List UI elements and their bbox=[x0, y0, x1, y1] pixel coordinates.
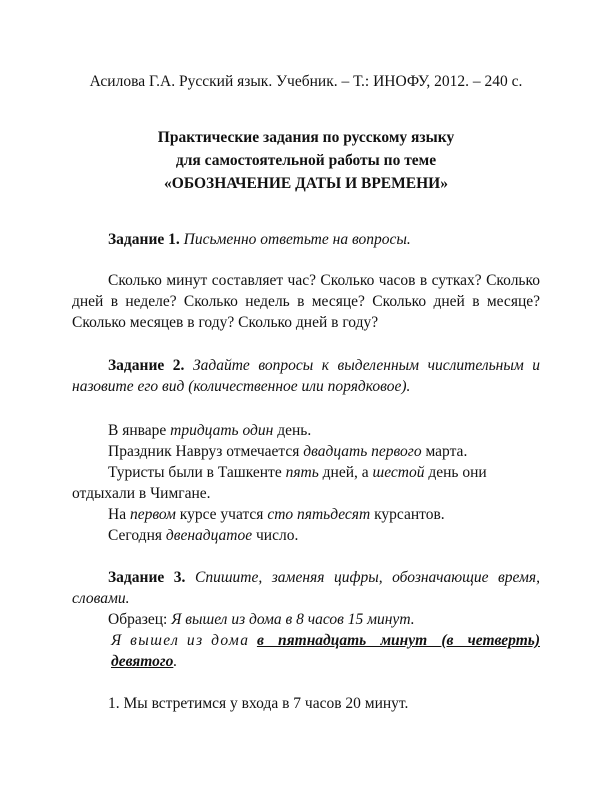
sentence-3-text-c: дней, а bbox=[318, 464, 373, 481]
sentence-2 bbox=[72, 441, 540, 462]
sentence-3-text-a: Туристы были в Ташкенте bbox=[108, 464, 286, 481]
title-line-2: для самостоятельной работы по теме bbox=[175, 152, 437, 169]
sentence-4 bbox=[72, 504, 540, 525]
sentence-3 bbox=[72, 462, 540, 483]
sample-label: Образец: bbox=[108, 611, 168, 628]
sample-answer-bold: в пятнадцать минут (в четверть) девятого bbox=[111, 632, 540, 670]
sentence-2-text-c: марта. bbox=[421, 443, 468, 460]
sentence-1-text-a: В январе bbox=[108, 422, 171, 439]
sentence-2-text-a: Праздник Навруз отмечается bbox=[108, 443, 304, 460]
citation: Асилова Г.А. Русский язык. Учебник. – Т.: ИНОФУ, 2012. – 240 с. bbox=[89, 73, 523, 90]
task-2-instruction: Задайте вопросы к выделенным числительным и назовите его вид (количественное или порядковое). bbox=[72, 357, 540, 395]
task-3-instruction: Спишите, заменяя цифры, обозначающие время, словами. bbox=[72, 569, 540, 607]
highlighted-numeral: тридцать один bbox=[170, 422, 274, 439]
task-3-sample-answer bbox=[72, 630, 540, 672]
task-2-header bbox=[72, 355, 540, 397]
highlighted-numeral: шестой bbox=[372, 464, 425, 481]
sample-text: Я вышел из дома в 8 часов 15 минут. bbox=[171, 611, 415, 628]
highlighted-numeral: двенадцатое bbox=[165, 527, 253, 544]
sentence-3-text-e: день они bbox=[424, 464, 487, 481]
sentence-5-text-c: число. bbox=[252, 527, 299, 544]
highlighted-numeral: пять bbox=[285, 464, 319, 481]
highlighted-numeral: первом bbox=[129, 506, 176, 523]
highlighted-numeral: сто пятьдесят bbox=[267, 506, 371, 523]
sentence-4-text-c: курсе учатся bbox=[175, 506, 268, 523]
task-3-label: Задание 3. bbox=[108, 569, 186, 586]
title-line-1: Практические задания по русскому языку bbox=[157, 129, 455, 146]
sentence-4-text-a: На bbox=[108, 506, 130, 523]
sentence-3-continued: отдыхали в Чимгане. bbox=[72, 485, 211, 502]
task-2-sentences bbox=[72, 420, 540, 546]
title-block bbox=[72, 126, 540, 195]
highlighted-numeral: двадцать первого bbox=[303, 443, 422, 460]
title-line-3: «ОБОЗНАЧЕНИЕ ДАТЫ И ВРЕМЕНИ» bbox=[164, 175, 448, 192]
task-1-label: Задание 1. bbox=[108, 231, 180, 248]
task-1-questions: Сколько минут составляет час? Сколько часов в сутках? Сколько дней в неделе? Сколько недель в месяце? Сколько дней в месяце? Сколько месяцев в году? Сколько дней в году? bbox=[72, 272, 540, 331]
sentence-4-text-e: курсантов. bbox=[370, 506, 445, 523]
sample-answer-end: . bbox=[173, 653, 178, 670]
task-3-header bbox=[72, 567, 540, 609]
sample-answer-plain: Я вышел из дома bbox=[111, 632, 257, 649]
task-1-instruction: Письменно ответьте на вопросы. bbox=[183, 231, 411, 248]
sentence-1 bbox=[72, 420, 540, 441]
sentence-5 bbox=[72, 525, 540, 546]
task-3-sample bbox=[72, 609, 540, 630]
sentence-5-text-a: Сегодня bbox=[108, 527, 166, 544]
task-1-header bbox=[72, 229, 540, 250]
exercise-1: 1. Мы встретимся у входа в 7 часов 20 минут. bbox=[108, 695, 409, 712]
task-2-label: Задание 2. bbox=[108, 357, 185, 374]
sentence-1-text-c: день. bbox=[273, 422, 312, 439]
